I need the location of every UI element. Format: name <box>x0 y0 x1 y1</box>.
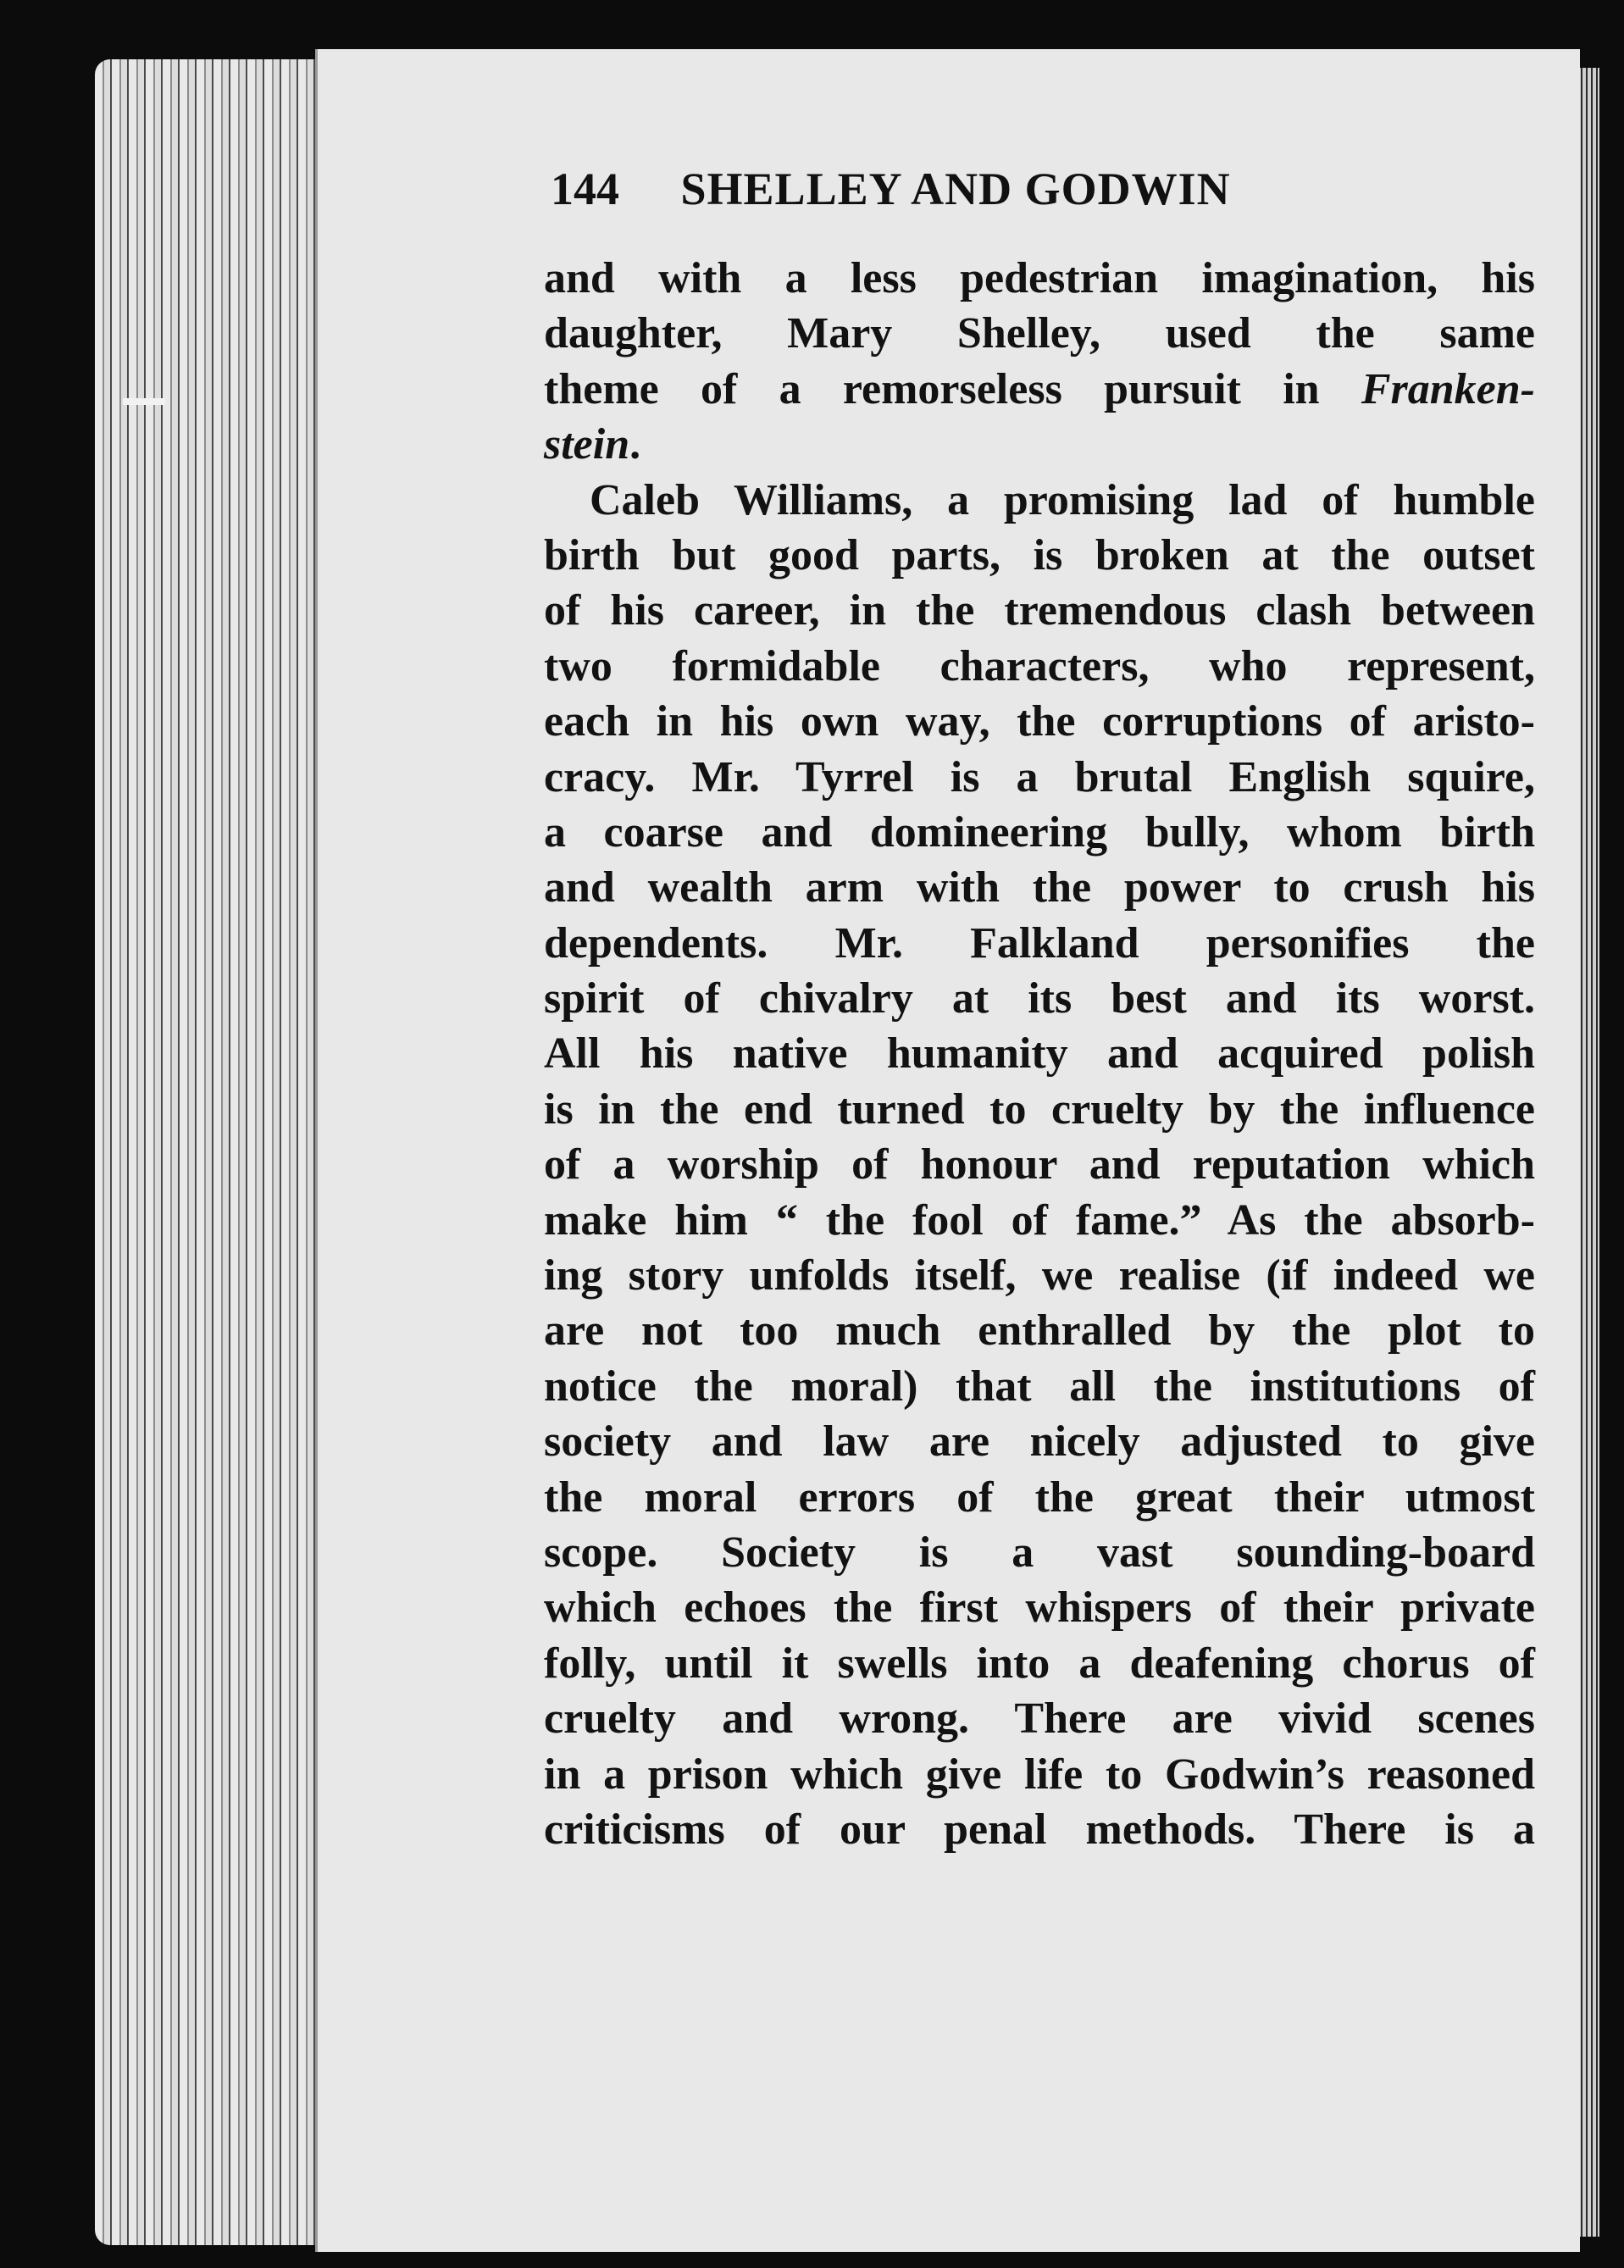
running-title: SHELLEY AND GODWIN <box>680 164 1231 214</box>
text-line: theme of a remorseless pursuit in Franken- <box>544 364 1535 413</box>
text-line: cruelty and wrong. There are vivid scenes <box>544 1694 1535 1744</box>
text-line: Caleb Williams, a promising lad of humble <box>590 475 1535 524</box>
text-line: scope. Society is a vast sounding-board <box>544 1528 1535 1577</box>
text-line: of his career, in the tremendous clash between <box>544 586 1535 635</box>
text-line: notice the moral) that all the institutions of <box>544 1361 1535 1411</box>
italic-title: stein <box>544 420 630 469</box>
text-line: is in the end turned to cruelty by the influence <box>544 1084 1535 1134</box>
page-edge-tab <box>123 398 165 405</box>
text-line: spirit of chivalry at its best and its worst. <box>544 974 1535 1023</box>
page-header <box>551 163 1398 230</box>
text-line: make him “ the fool of fame.” As the absorb- <box>544 1195 1535 1245</box>
text-line: each in his own way, the corruptions of aristo- <box>544 697 1535 746</box>
text-line: ing story unfolds itself, we realise (if indeed we <box>544 1251 1535 1300</box>
text-line: dependents. Mr. Falkland personifies the <box>544 918 1535 968</box>
text-line: All his native humanity and acquired polish <box>544 1029 1535 1079</box>
page-edges <box>95 59 322 2245</box>
text-line: cracy. Mr. Tyrrel is a brutal English squire, <box>544 752 1535 801</box>
text-line: society and law are nicely adjusted to give <box>544 1417 1535 1467</box>
body-text <box>544 251 1535 1857</box>
text-line: daughter, Mary Shelley, used the same <box>544 309 1535 358</box>
text-line: and with a less pedestrian imagination, his <box>544 254 1535 302</box>
text-line: of a worship of honour and reputation which <box>544 1140 1535 1189</box>
text-line: the moral errors of the great their utmost <box>544 1472 1535 1522</box>
page-number: 144 <box>551 164 619 214</box>
text-line: two formidable characters, who represent, <box>544 641 1535 690</box>
italic-title: Franken- <box>1361 364 1535 413</box>
text-line: folly, until it swells into a deafening chorus of <box>544 1639 1535 1688</box>
text-line: criticisms of our penal methods. There is a <box>544 1805 1535 1854</box>
right-page-edges <box>1577 68 1599 2237</box>
text-line: are not too much enthralled by the plot to <box>544 1306 1535 1356</box>
text-line: in a prison which give life to Godwin’s reasoned <box>544 1750 1535 1799</box>
text-line: and wealth arm with the power to crush his <box>544 863 1535 912</box>
text-line: which echoes the first whispers of their private <box>544 1583 1535 1633</box>
text-line: birth but good parts, is broken at the outset <box>544 530 1535 579</box>
text-line: stein. <box>544 420 641 469</box>
text-line: a coarse and domineering bully, whom birth <box>544 807 1535 857</box>
